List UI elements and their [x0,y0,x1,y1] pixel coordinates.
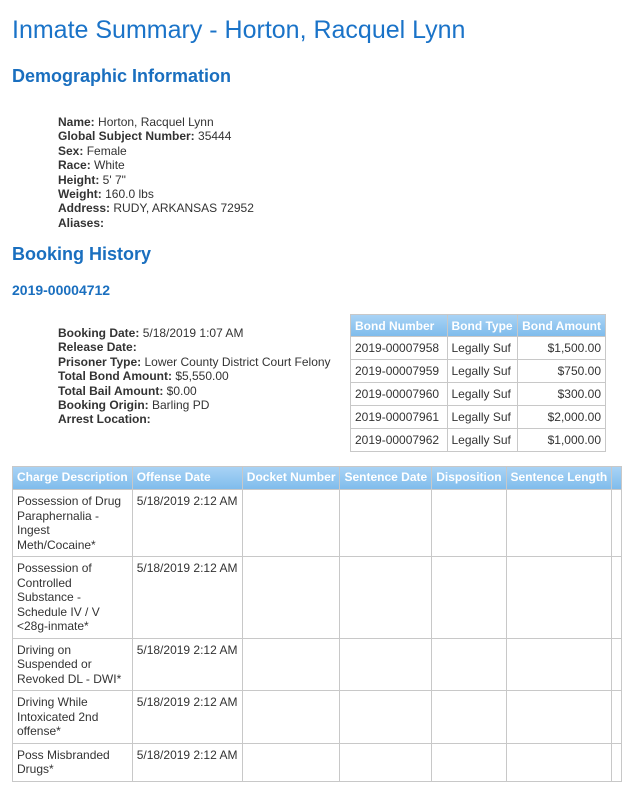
field-label: Race: [58,158,91,173]
field-value: Lower County District Court Felony [144,354,331,369]
disposition-cell [432,691,506,744]
sentence-date-cell [340,490,432,557]
field-value: Horton, Racquel Lynn [98,115,214,129]
field-label: Release Date: [58,340,137,355]
bond-number-cell: 2019-00007960 [351,383,448,406]
booking-row-booking-date [58,326,331,340]
sentence-length-cell [507,691,613,744]
docket-number-cell [243,639,341,692]
docket-number-cell [243,490,341,557]
booking-history-heading: Booking History [12,244,152,264]
bond-amount-cell: $1,500.00 [518,337,606,360]
overflow-cell [612,744,622,782]
bond-number-cell: 2019-00007961 [351,406,448,429]
sentence-length-cell [507,557,613,639]
bond-type-cell: Legally Suf [448,383,519,406]
table-row [13,691,622,744]
field-label: Total Bail Amount: [58,383,164,398]
sentence-date-header[interactable]: Sentence Date [340,467,432,490]
offense-date-cell: 5/18/2019 2:12 AM [133,639,243,692]
sentence-length-header[interactable]: Sentence Length [507,467,613,490]
charge-description-cell: Driving on Suspended or Revoked DL - DWI* [13,639,133,692]
field-value: 160.0 lbs [105,187,154,202]
demographic-row-height [58,173,254,187]
field-label: Height: [58,172,100,187]
overflow-cell [612,490,622,557]
field-value: White [94,158,125,173]
sentence-date-cell [340,639,432,692]
charge-description-cell: Possession of Controlled Substance - Schedule IV / V <28g-inmate* [13,557,133,639]
table-row [351,383,606,406]
overflow-cell [612,557,622,639]
field-value: 35444 [198,129,232,144]
demographic-row-sex [58,144,254,158]
bond-type-header[interactable]: Bond Type [448,315,519,337]
docket-number-cell [243,744,341,782]
sentence-date-cell [340,691,432,744]
field-label: Total Bond Amount: [58,369,172,384]
bond-type-cell: Legally Suf [448,337,519,360]
disposition-cell [432,744,506,782]
demographic-row-aliases [58,216,254,230]
charge-description-cell: Possession of Drug Paraphernalia - Ingest Meth/Cocaine* [13,490,133,557]
bond-number-cell: 2019-00007959 [351,360,448,383]
field-value: $0.00 [166,383,197,398]
demographic-heading: Demographic Information [12,66,232,86]
table-row [351,429,606,452]
disposition-cell [432,639,506,692]
offense-date-cell: 5/18/2019 2:12 AM [133,691,243,744]
bond-type-cell: Legally Suf [448,406,519,429]
charge-table [12,466,622,782]
bond-number-cell: 2019-00007958 [351,337,448,360]
offense-date-header[interactable]: Offense Date [133,467,243,490]
booking-row-total-bond-amount [58,369,331,383]
field-label: Prisoner Type: [58,354,142,369]
table-row [351,337,606,360]
charge-description-cell: Poss Misbranded Drugs* [13,744,133,782]
sentence-length-cell [507,639,613,692]
field-label: Booking Date: [58,326,140,340]
docket-number-cell [243,557,341,639]
booking-number: 2019-00004712 [12,282,111,298]
disposition-cell [432,557,506,639]
disposition-header[interactable]: Disposition [432,467,506,490]
charge-table-header-row [13,467,622,490]
booking-row-prisoner-type [58,355,331,369]
page-title: Inmate Summary - Horton, Racquel Lynn [12,16,466,44]
field-value: $5,550.00 [175,369,229,384]
offense-date-cell: 5/18/2019 2:12 AM [133,557,243,639]
bond-type-cell: Legally Suf [448,429,519,452]
demographic-info [58,115,254,230]
field-value: RUDY, ARKANSAS 72952 [113,201,254,216]
overflow-cell [612,691,622,744]
demographic-row-race [58,158,254,172]
table-row [13,490,622,557]
docket-number-cell [243,691,341,744]
field-label: Booking Origin: [58,398,149,413]
bond-amount-header[interactable]: Bond Amount [518,315,606,337]
bond-amount-cell: $300.00 [518,383,606,406]
booking-row-booking-origin [58,398,331,412]
field-label: Weight: [58,187,102,202]
field-label: Address: [58,201,111,216]
booking-row-total-bail-amount [58,384,331,398]
booking-row-release-date [58,340,331,354]
bond-table [350,314,606,452]
field-value: Female [86,143,127,158]
table-row [13,557,622,639]
demographic-row-global-subject-number [58,129,254,143]
disposition-cell [432,490,506,557]
field-label: Global Subject Number: [58,129,195,144]
charge-description-header[interactable]: Charge Description [13,467,133,490]
sentence-length-cell [507,490,613,557]
bond-amount-cell: $2,000.00 [518,406,606,429]
field-value: Barling PD [152,398,210,413]
offense-date-cell: 5/18/2019 2:12 AM [133,490,243,557]
bond-number-header[interactable]: Bond Number [351,315,448,337]
demographic-row-weight [58,187,254,201]
table-row [351,406,606,429]
bond-amount-cell: $750.00 [518,360,606,383]
field-label: Sex: [58,143,84,158]
demographic-row-address [58,201,254,215]
bond-amount-cell: $1,000.00 [518,429,606,452]
bond-number-cell: 2019-00007962 [351,429,448,452]
charge-description-cell: Driving While Intoxicated 2nd offense* [13,691,133,744]
table-row [13,639,622,692]
field-value: 5/18/2019 1:07 AM [142,326,244,340]
sentence-length-cell [507,744,613,782]
bond-type-cell: Legally Suf [448,360,519,383]
docket-number-header[interactable]: Docket Number [243,467,341,490]
field-label: Arrest Location: [58,412,151,427]
bond-table-header-row [351,315,606,337]
sentence-date-cell [340,557,432,639]
overflow-cell [612,639,622,692]
offense-date-cell: 5/18/2019 2:12 AM [133,744,243,782]
field-label: Aliases: [58,215,105,230]
field-label: Name: [58,115,95,129]
overflow-header [612,467,622,490]
field-value: 5' 7" [102,172,126,187]
demographic-row-name [58,115,254,129]
table-row [13,744,622,782]
sentence-date-cell [340,744,432,782]
table-row [351,360,606,383]
booking-row-arrest-location [58,412,331,426]
booking-info [58,326,331,427]
